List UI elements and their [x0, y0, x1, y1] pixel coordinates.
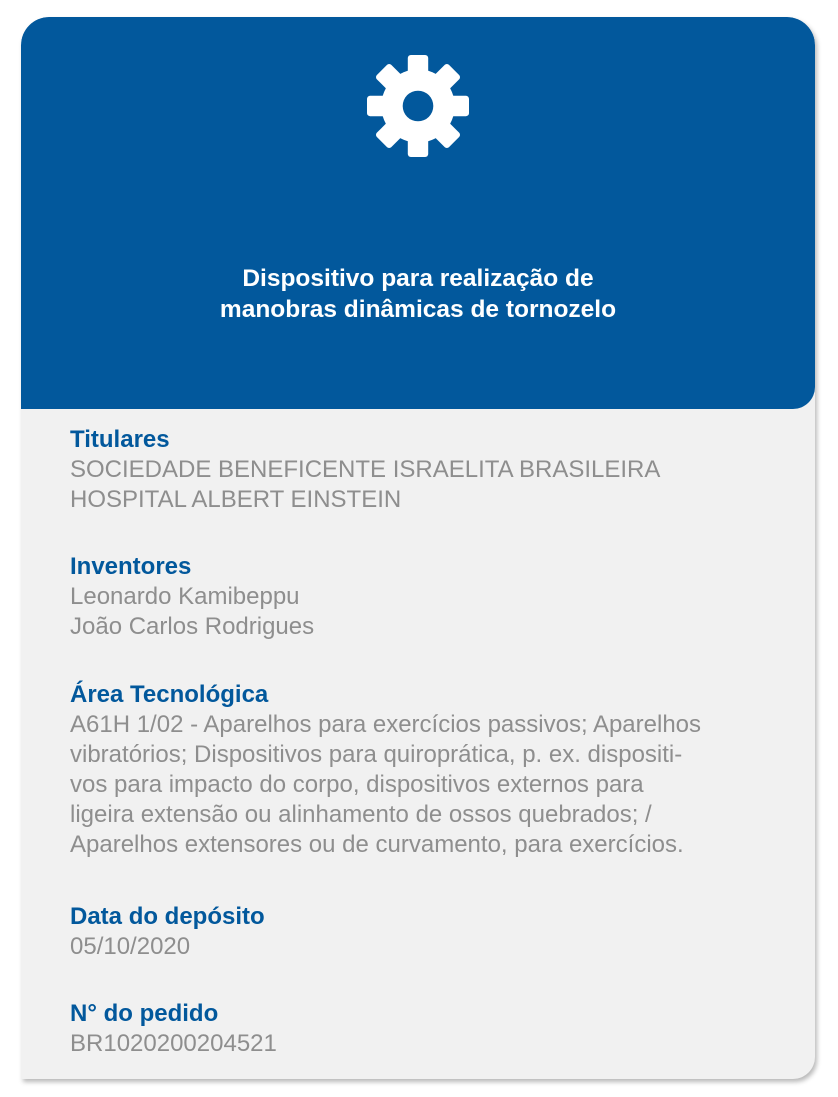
- patent-title-line: manobras dinâmicas de tornozelo: [219, 296, 617, 323]
- inventores-section: [70, 552, 790, 642]
- numero-pedido-label: N° do pedido: [70, 1000, 219, 1027]
- titular-line: HOSPITAL ALBERT EINSTEIN: [70, 486, 402, 513]
- data-deposito-section: [70, 902, 790, 962]
- area-tecnologica-label: Área Tecnológica: [70, 681, 269, 708]
- titular-line: SOCIEDADE BENEFICENTE ISRAELITA BRASILEIRA: [70, 456, 661, 483]
- inventores-value: [70, 582, 790, 642]
- patent-card: [21, 17, 815, 1079]
- inventor-line: João Carlos Rodrigues: [70, 613, 315, 640]
- inventor-line: Leonardo Kamibeppu: [70, 583, 300, 610]
- area-line: vibratórios; Dispositivos para quiroprática, p. ex. dispositi-: [70, 741, 683, 768]
- numero-pedido-value: BR1020200204521: [70, 1030, 277, 1057]
- titulares-section: [70, 425, 790, 515]
- area-tecnologica-section: [70, 680, 790, 860]
- area-line: Aparelhos extensores ou de curvamento, para exercícios.: [70, 831, 684, 858]
- numero-pedido-section: [70, 999, 790, 1059]
- area-tecnologica-value: [70, 710, 790, 860]
- area-line: A61H 1/02 - Aparelhos para exercícios passivos; Aparelhos: [70, 711, 702, 738]
- data-deposito-value: 05/10/2020: [70, 933, 191, 960]
- card-header: [21, 17, 815, 409]
- titulares-value: [70, 455, 790, 515]
- patent-title-line: Dispositivo para realização de: [242, 265, 594, 292]
- inventores-label: Inventores: [70, 553, 192, 580]
- patent-title: [21, 263, 815, 325]
- titulares-label: Titulares: [70, 426, 170, 453]
- area-line: vos para impacto do corpo, dispositivos externos para: [70, 771, 644, 798]
- area-line: ligeira extensão ou alinhamento de ossos quebrados; /: [70, 801, 652, 828]
- gear-icon: [367, 55, 469, 157]
- data-deposito-label: Data do depósito: [70, 903, 265, 930]
